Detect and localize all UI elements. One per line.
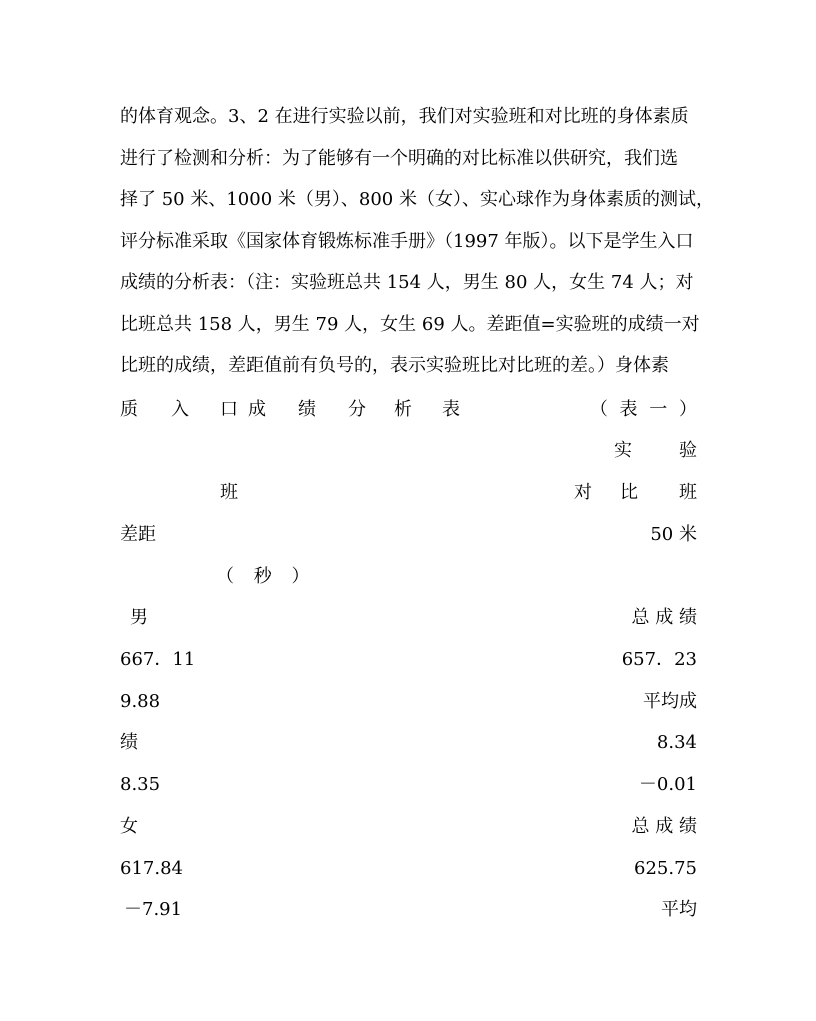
table-title-char: 析 bbox=[394, 399, 412, 420]
header-char: 对 bbox=[574, 482, 592, 503]
male-row bbox=[120, 603, 697, 633]
paragraph-line: 的体育观念。3、2 在进行实验以前，我们对实验班和对比班的身体素质 bbox=[120, 106, 689, 127]
paragraph-line: 进行了检测和分析：为了能够有一个明确的对比标准以供研究，我们选 bbox=[120, 147, 678, 169]
header-char: 实 bbox=[614, 440, 632, 461]
table-title-char: 质 bbox=[120, 399, 138, 420]
table-number-label: （ 表 一 ） bbox=[589, 399, 697, 420]
male-avg-row bbox=[120, 728, 697, 758]
table-title-char: 口 bbox=[220, 399, 238, 420]
female-label: 女 bbox=[120, 816, 138, 837]
paragraph-line: 择了 50 米、1000 米（男）、800 米（女）、实心球作为身体素质的测试， bbox=[120, 189, 714, 210]
female-total-diff: －7.91 bbox=[124, 899, 183, 920]
female-total-comparison: 625.75 bbox=[634, 858, 697, 879]
table-title-char: 入 bbox=[171, 399, 189, 420]
male-avg-cmp-row bbox=[120, 770, 697, 800]
male-diff-row bbox=[120, 687, 697, 717]
header-line-diff bbox=[120, 520, 697, 550]
header-char: 验 bbox=[679, 440, 697, 461]
paragraph-line: 成绩的分析表：（注：实验班总共 154 人，男生 80 人，女生 74 人；对 bbox=[120, 272, 694, 293]
header-char: 班 bbox=[220, 482, 238, 503]
diff-column-header: 差距 bbox=[120, 524, 156, 545]
male-avg-diff: －0.01 bbox=[638, 774, 697, 795]
female-total-experimental: 617.84 bbox=[120, 858, 183, 879]
average-score-label: 平均 bbox=[661, 899, 697, 920]
female-total-row bbox=[120, 854, 697, 884]
total-score-label: 总 成 绩 bbox=[631, 607, 697, 628]
table-title-char: 绩 bbox=[298, 399, 316, 420]
table-title-line bbox=[120, 395, 697, 425]
table-title-char: 成 bbox=[248, 399, 266, 420]
test-item-label: 50 米 bbox=[650, 524, 697, 545]
male-total-comparison: 657．23 bbox=[621, 649, 697, 670]
paragraph-line: 比班的成绩，差距值前有负号的，表示实验班比对比班的差。）身体素 bbox=[120, 355, 669, 376]
header-line-experimental bbox=[120, 436, 697, 466]
male-label: 男 bbox=[130, 607, 148, 628]
female-row bbox=[120, 812, 697, 842]
male-avg-experimental: 8.34 bbox=[656, 732, 697, 753]
male-avg-comparison: 8.35 bbox=[120, 774, 161, 795]
body-paragraph bbox=[120, 96, 714, 387]
average-score-label-cont: 绩 bbox=[120, 732, 138, 753]
average-score-label: 平均成 bbox=[643, 691, 697, 712]
paragraph-line: 评分标准采取《国家体育锻炼标准手册》（1997 年版）。以下是学生入口 bbox=[120, 230, 694, 252]
unit-line bbox=[120, 562, 697, 592]
header-char: 比 bbox=[620, 482, 638, 503]
table-title-char: 分 bbox=[348, 399, 366, 420]
header-line-class bbox=[120, 478, 697, 508]
male-total-row bbox=[120, 645, 697, 675]
unit-label: （ 秒 ） bbox=[216, 566, 310, 587]
table-title-char: 表 bbox=[442, 399, 460, 420]
male-total-experimental: 667．11 bbox=[120, 649, 196, 670]
paragraph-line: 比班总共 158 人，男生 79 人，女生 69 人。差距值=实验班的成绩一对 bbox=[120, 313, 700, 335]
male-total-diff: 9.88 bbox=[120, 691, 161, 712]
header-char: 班 bbox=[679, 482, 697, 503]
female-diff-row bbox=[120, 895, 697, 925]
total-score-label: 总 成 绩 bbox=[631, 816, 697, 837]
